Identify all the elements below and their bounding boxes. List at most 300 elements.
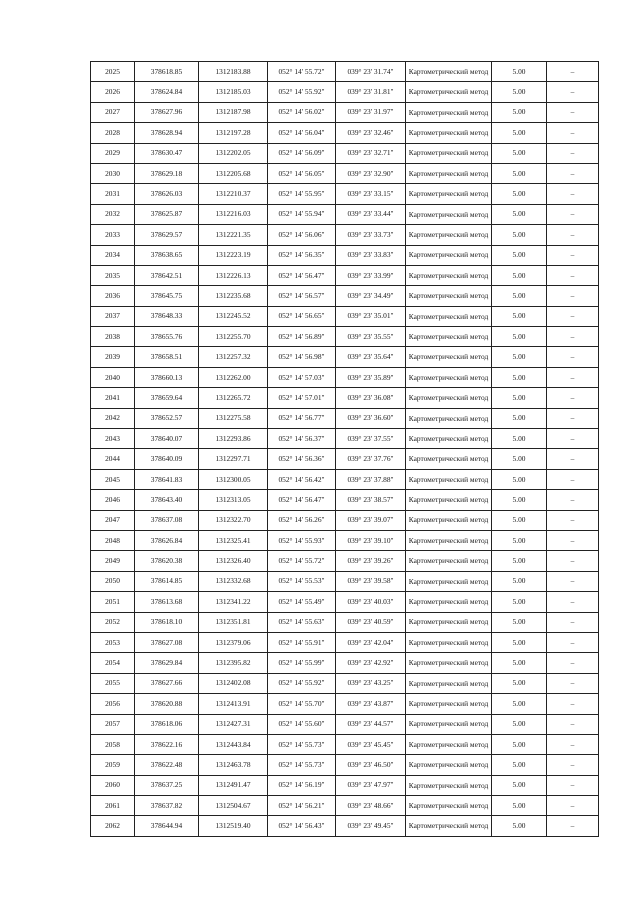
longitude-cell: 039° 23' 33.15" bbox=[336, 184, 406, 204]
method-cell: Картометрический метод bbox=[406, 714, 492, 734]
latitude-cell: 052° 14' 56.09" bbox=[268, 143, 336, 163]
point-number-cell: 2061 bbox=[91, 796, 135, 816]
table-row bbox=[91, 286, 599, 306]
note-cell: – bbox=[547, 571, 599, 591]
point-number-cell: 2027 bbox=[91, 102, 135, 122]
latitude-cell: 052° 14' 55.93" bbox=[268, 530, 336, 550]
accuracy-cell: 5.00 bbox=[492, 429, 547, 449]
longitude-cell: 039° 23' 39.07" bbox=[336, 510, 406, 530]
x-coordinate-cell: 378637.25 bbox=[135, 775, 199, 795]
point-number-cell: 2034 bbox=[91, 245, 135, 265]
x-coordinate-cell: 378627.08 bbox=[135, 632, 199, 652]
accuracy-cell: 5.00 bbox=[492, 245, 547, 265]
point-number-cell: 2026 bbox=[91, 82, 135, 102]
longitude-cell: 039° 23' 33.99" bbox=[336, 265, 406, 285]
table-row bbox=[91, 62, 599, 82]
point-number-cell: 2051 bbox=[91, 592, 135, 612]
longitude-cell: 039° 23' 48.66" bbox=[336, 796, 406, 816]
latitude-cell: 052° 14' 55.53" bbox=[268, 571, 336, 591]
note-cell: – bbox=[547, 143, 599, 163]
point-number-cell: 2057 bbox=[91, 714, 135, 734]
method-cell: Картометрический метод bbox=[406, 796, 492, 816]
x-coordinate-cell: 378625.87 bbox=[135, 204, 199, 224]
method-cell: Картометрический метод bbox=[406, 102, 492, 122]
point-number-cell: 2040 bbox=[91, 367, 135, 387]
y-coordinate-cell: 1312235.68 bbox=[199, 286, 268, 306]
method-cell: Картометрический метод bbox=[406, 551, 492, 571]
method-cell: Картометрический метод bbox=[406, 571, 492, 591]
y-coordinate-cell: 1312443.84 bbox=[199, 734, 268, 754]
accuracy-cell: 5.00 bbox=[492, 347, 547, 367]
note-cell: – bbox=[547, 82, 599, 102]
table-row bbox=[91, 163, 599, 183]
latitude-cell: 052° 14' 56.06" bbox=[268, 225, 336, 245]
accuracy-cell: 5.00 bbox=[492, 123, 547, 143]
x-coordinate-cell: 378620.38 bbox=[135, 551, 199, 571]
y-coordinate-cell: 1312257.32 bbox=[199, 347, 268, 367]
method-cell: Картометрический метод bbox=[406, 286, 492, 306]
y-coordinate-cell: 1312221.35 bbox=[199, 225, 268, 245]
note-cell: – bbox=[547, 775, 599, 795]
method-cell: Картометрический метод bbox=[406, 429, 492, 449]
method-cell: Картометрический метод bbox=[406, 347, 492, 367]
table-row bbox=[91, 571, 599, 591]
table-row bbox=[91, 490, 599, 510]
x-coordinate-cell: 378618.85 bbox=[135, 62, 199, 82]
x-coordinate-cell: 378655.76 bbox=[135, 327, 199, 347]
point-number-cell: 2025 bbox=[91, 62, 135, 82]
point-number-cell: 2055 bbox=[91, 673, 135, 693]
y-coordinate-cell: 1312187.98 bbox=[199, 102, 268, 122]
latitude-cell: 052° 14' 56.05" bbox=[268, 163, 336, 183]
x-coordinate-cell: 378659.64 bbox=[135, 388, 199, 408]
accuracy-cell: 5.00 bbox=[492, 102, 547, 122]
accuracy-cell: 5.00 bbox=[492, 225, 547, 245]
note-cell: – bbox=[547, 245, 599, 265]
note-cell: – bbox=[547, 714, 599, 734]
table-row bbox=[91, 123, 599, 143]
point-number-cell: 2047 bbox=[91, 510, 135, 530]
point-number-cell: 2046 bbox=[91, 490, 135, 510]
method-cell: Картометрический метод bbox=[406, 673, 492, 693]
longitude-cell: 039° 23' 42.92" bbox=[336, 653, 406, 673]
point-number-cell: 2060 bbox=[91, 775, 135, 795]
y-coordinate-cell: 1312210.37 bbox=[199, 184, 268, 204]
latitude-cell: 052° 14' 56.57" bbox=[268, 286, 336, 306]
point-number-cell: 2042 bbox=[91, 408, 135, 428]
note-cell: – bbox=[547, 286, 599, 306]
latitude-cell: 052° 14' 55.94" bbox=[268, 204, 336, 224]
longitude-cell: 039° 23' 31.97" bbox=[336, 102, 406, 122]
x-coordinate-cell: 378618.06 bbox=[135, 714, 199, 734]
x-coordinate-cell: 378638.65 bbox=[135, 245, 199, 265]
table-row bbox=[91, 306, 599, 326]
x-coordinate-cell: 378645.75 bbox=[135, 286, 199, 306]
table-row bbox=[91, 449, 599, 469]
accuracy-cell: 5.00 bbox=[492, 632, 547, 652]
method-cell: Картометрический метод bbox=[406, 62, 492, 82]
y-coordinate-cell: 1312293.86 bbox=[199, 429, 268, 449]
accuracy-cell: 5.00 bbox=[492, 653, 547, 673]
method-cell: Картометрический метод bbox=[406, 143, 492, 163]
note-cell: – bbox=[547, 347, 599, 367]
accuracy-cell: 5.00 bbox=[492, 571, 547, 591]
table-body bbox=[91, 62, 599, 837]
method-cell: Картометрический метод bbox=[406, 327, 492, 347]
longitude-cell: 039° 23' 46.50" bbox=[336, 755, 406, 775]
latitude-cell: 052° 14' 57.03" bbox=[268, 367, 336, 387]
y-coordinate-cell: 1312413.91 bbox=[199, 694, 268, 714]
y-coordinate-cell: 1312332.68 bbox=[199, 571, 268, 591]
y-coordinate-cell: 1312379.06 bbox=[199, 632, 268, 652]
x-coordinate-cell: 378629.18 bbox=[135, 163, 199, 183]
longitude-cell: 039° 23' 49.45" bbox=[336, 816, 406, 836]
longitude-cell: 039° 23' 32.90" bbox=[336, 163, 406, 183]
table-row bbox=[91, 673, 599, 693]
point-number-cell: 2035 bbox=[91, 265, 135, 285]
note-cell: – bbox=[547, 225, 599, 245]
latitude-cell: 052° 14' 56.35" bbox=[268, 245, 336, 265]
note-cell: – bbox=[547, 367, 599, 387]
y-coordinate-cell: 1312519.40 bbox=[199, 816, 268, 836]
method-cell: Картометрический метод bbox=[406, 408, 492, 428]
point-number-cell: 2043 bbox=[91, 429, 135, 449]
x-coordinate-cell: 378629.57 bbox=[135, 225, 199, 245]
y-coordinate-cell: 1312326.40 bbox=[199, 551, 268, 571]
longitude-cell: 039° 23' 31.81" bbox=[336, 82, 406, 102]
latitude-cell: 052° 14' 56.98" bbox=[268, 347, 336, 367]
accuracy-cell: 5.00 bbox=[492, 62, 547, 82]
note-cell: – bbox=[547, 306, 599, 326]
method-cell: Картометрический метод bbox=[406, 163, 492, 183]
y-coordinate-cell: 1312197.28 bbox=[199, 123, 268, 143]
accuracy-cell: 5.00 bbox=[492, 204, 547, 224]
method-cell: Картометрический метод bbox=[406, 510, 492, 530]
point-number-cell: 2038 bbox=[91, 327, 135, 347]
latitude-cell: 052° 14' 56.47" bbox=[268, 490, 336, 510]
longitude-cell: 039° 23' 35.89" bbox=[336, 367, 406, 387]
y-coordinate-cell: 1312313.05 bbox=[199, 490, 268, 510]
table-row bbox=[91, 551, 599, 571]
point-number-cell: 2050 bbox=[91, 571, 135, 591]
latitude-cell: 052° 14' 56.89" bbox=[268, 327, 336, 347]
x-coordinate-cell: 378627.96 bbox=[135, 102, 199, 122]
note-cell: – bbox=[547, 429, 599, 449]
note-cell: – bbox=[547, 265, 599, 285]
table-row bbox=[91, 796, 599, 816]
method-cell: Картометрический метод bbox=[406, 123, 492, 143]
table-row bbox=[91, 143, 599, 163]
accuracy-cell: 5.00 bbox=[492, 694, 547, 714]
point-number-cell: 2053 bbox=[91, 632, 135, 652]
point-number-cell: 2056 bbox=[91, 694, 135, 714]
table-row bbox=[91, 694, 599, 714]
longitude-cell: 039° 23' 45.45" bbox=[336, 734, 406, 754]
x-coordinate-cell: 378644.94 bbox=[135, 816, 199, 836]
accuracy-cell: 5.00 bbox=[492, 551, 547, 571]
note-cell: – bbox=[547, 673, 599, 693]
y-coordinate-cell: 1312491.47 bbox=[199, 775, 268, 795]
method-cell: Картометрический метод bbox=[406, 530, 492, 550]
longitude-cell: 039° 23' 33.44" bbox=[336, 204, 406, 224]
point-number-cell: 2062 bbox=[91, 816, 135, 836]
x-coordinate-cell: 378626.84 bbox=[135, 530, 199, 550]
x-coordinate-cell: 378622.48 bbox=[135, 755, 199, 775]
longitude-cell: 039° 23' 43.87" bbox=[336, 694, 406, 714]
point-number-cell: 2031 bbox=[91, 184, 135, 204]
y-coordinate-cell: 1312265.72 bbox=[199, 388, 268, 408]
longitude-cell: 039° 23' 37.55" bbox=[336, 429, 406, 449]
table-row bbox=[91, 755, 599, 775]
latitude-cell: 052° 14' 57.01" bbox=[268, 388, 336, 408]
x-coordinate-cell: 378637.82 bbox=[135, 796, 199, 816]
latitude-cell: 052° 14' 56.26" bbox=[268, 510, 336, 530]
y-coordinate-cell: 1312183.88 bbox=[199, 62, 268, 82]
longitude-cell: 039° 23' 35.64" bbox=[336, 347, 406, 367]
accuracy-cell: 5.00 bbox=[492, 408, 547, 428]
latitude-cell: 052° 14' 55.72" bbox=[268, 551, 336, 571]
point-number-cell: 2029 bbox=[91, 143, 135, 163]
x-coordinate-cell: 378628.94 bbox=[135, 123, 199, 143]
latitude-cell: 052° 14' 55.91" bbox=[268, 632, 336, 652]
table-row bbox=[91, 204, 599, 224]
x-coordinate-cell: 378658.51 bbox=[135, 347, 199, 367]
method-cell: Картометрический метод bbox=[406, 694, 492, 714]
x-coordinate-cell: 378620.88 bbox=[135, 694, 199, 714]
table-row bbox=[91, 102, 599, 122]
method-cell: Картометрический метод bbox=[406, 653, 492, 673]
longitude-cell: 039° 23' 39.26" bbox=[336, 551, 406, 571]
point-number-cell: 2032 bbox=[91, 204, 135, 224]
note-cell: – bbox=[547, 530, 599, 550]
accuracy-cell: 5.00 bbox=[492, 714, 547, 734]
y-coordinate-cell: 1312226.13 bbox=[199, 265, 268, 285]
y-coordinate-cell: 1312185.03 bbox=[199, 82, 268, 102]
table-row bbox=[91, 184, 599, 204]
longitude-cell: 039° 23' 40.59" bbox=[336, 612, 406, 632]
note-cell: – bbox=[547, 449, 599, 469]
latitude-cell: 052° 14' 56.36" bbox=[268, 449, 336, 469]
method-cell: Картометрический метод bbox=[406, 449, 492, 469]
method-cell: Картометрический метод bbox=[406, 204, 492, 224]
accuracy-cell: 5.00 bbox=[492, 367, 547, 387]
accuracy-cell: 5.00 bbox=[492, 673, 547, 693]
table-row bbox=[91, 510, 599, 530]
x-coordinate-cell: 378648.33 bbox=[135, 306, 199, 326]
latitude-cell: 052° 14' 55.73" bbox=[268, 734, 336, 754]
accuracy-cell: 5.00 bbox=[492, 286, 547, 306]
longitude-cell: 039° 23' 47.97" bbox=[336, 775, 406, 795]
note-cell: – bbox=[547, 734, 599, 754]
y-coordinate-cell: 1312216.03 bbox=[199, 204, 268, 224]
method-cell: Картометрический метод bbox=[406, 184, 492, 204]
accuracy-cell: 5.00 bbox=[492, 327, 547, 347]
latitude-cell: 052° 14' 56.19" bbox=[268, 775, 336, 795]
latitude-cell: 052° 14' 55.99" bbox=[268, 653, 336, 673]
x-coordinate-cell: 378643.40 bbox=[135, 490, 199, 510]
point-number-cell: 2028 bbox=[91, 123, 135, 143]
note-cell: – bbox=[547, 327, 599, 347]
note-cell: – bbox=[547, 469, 599, 489]
method-cell: Картометрический метод bbox=[406, 490, 492, 510]
x-coordinate-cell: 378640.07 bbox=[135, 429, 199, 449]
accuracy-cell: 5.00 bbox=[492, 82, 547, 102]
accuracy-cell: 5.00 bbox=[492, 612, 547, 632]
accuracy-cell: 5.00 bbox=[492, 734, 547, 754]
y-coordinate-cell: 1312351.81 bbox=[199, 612, 268, 632]
note-cell: – bbox=[547, 755, 599, 775]
y-coordinate-cell: 1312275.58 bbox=[199, 408, 268, 428]
longitude-cell: 039° 23' 42.04" bbox=[336, 632, 406, 652]
point-number-cell: 2044 bbox=[91, 449, 135, 469]
y-coordinate-cell: 1312427.31 bbox=[199, 714, 268, 734]
latitude-cell: 052° 14' 56.21" bbox=[268, 796, 336, 816]
longitude-cell: 039° 23' 34.49" bbox=[336, 286, 406, 306]
method-cell: Картометрический метод bbox=[406, 265, 492, 285]
table-row bbox=[91, 775, 599, 795]
note-cell: – bbox=[547, 62, 599, 82]
method-cell: Картометрический метод bbox=[406, 469, 492, 489]
note-cell: – bbox=[547, 612, 599, 632]
y-coordinate-cell: 1312255.70 bbox=[199, 327, 268, 347]
note-cell: – bbox=[547, 388, 599, 408]
method-cell: Картометрический метод bbox=[406, 82, 492, 102]
y-coordinate-cell: 1312325.41 bbox=[199, 530, 268, 550]
method-cell: Картометрический метод bbox=[406, 755, 492, 775]
note-cell: – bbox=[547, 592, 599, 612]
note-cell: – bbox=[547, 163, 599, 183]
latitude-cell: 052° 14' 56.42" bbox=[268, 469, 336, 489]
longitude-cell: 039° 23' 44.57" bbox=[336, 714, 406, 734]
table-row bbox=[91, 388, 599, 408]
longitude-cell: 039° 23' 39.10" bbox=[336, 530, 406, 550]
latitude-cell: 052° 14' 56.02" bbox=[268, 102, 336, 122]
accuracy-cell: 5.00 bbox=[492, 755, 547, 775]
coordinates-table bbox=[90, 61, 599, 837]
method-cell: Картометрический метод bbox=[406, 245, 492, 265]
latitude-cell: 052° 14' 56.43" bbox=[268, 816, 336, 836]
method-cell: Картометрический метод bbox=[406, 225, 492, 245]
note-cell: – bbox=[547, 694, 599, 714]
latitude-cell: 052° 14' 55.92" bbox=[268, 673, 336, 693]
note-cell: – bbox=[547, 796, 599, 816]
table-row bbox=[91, 612, 599, 632]
accuracy-cell: 5.00 bbox=[492, 163, 547, 183]
note-cell: – bbox=[547, 102, 599, 122]
latitude-cell: 052° 14' 55.70" bbox=[268, 694, 336, 714]
note-cell: – bbox=[547, 551, 599, 571]
table-row bbox=[91, 82, 599, 102]
x-coordinate-cell: 378614.85 bbox=[135, 571, 199, 591]
y-coordinate-cell: 1312402.08 bbox=[199, 673, 268, 693]
table-row bbox=[91, 327, 599, 347]
longitude-cell: 039° 23' 40.03" bbox=[336, 592, 406, 612]
table-row bbox=[91, 429, 599, 449]
y-coordinate-cell: 1312341.22 bbox=[199, 592, 268, 612]
longitude-cell: 039° 23' 38.57" bbox=[336, 490, 406, 510]
note-cell: – bbox=[547, 123, 599, 143]
x-coordinate-cell: 378640.09 bbox=[135, 449, 199, 469]
x-coordinate-cell: 378637.08 bbox=[135, 510, 199, 530]
x-coordinate-cell: 378660.13 bbox=[135, 367, 199, 387]
x-coordinate-cell: 378642.51 bbox=[135, 265, 199, 285]
y-coordinate-cell: 1312223.19 bbox=[199, 245, 268, 265]
latitude-cell: 052° 14' 55.92" bbox=[268, 82, 336, 102]
latitude-cell: 052° 14' 56.37" bbox=[268, 429, 336, 449]
table-row bbox=[91, 367, 599, 387]
point-number-cell: 2030 bbox=[91, 163, 135, 183]
latitude-cell: 052° 14' 55.49" bbox=[268, 592, 336, 612]
point-number-cell: 2039 bbox=[91, 347, 135, 367]
point-number-cell: 2036 bbox=[91, 286, 135, 306]
latitude-cell: 052° 14' 56.77" bbox=[268, 408, 336, 428]
x-coordinate-cell: 378613.68 bbox=[135, 592, 199, 612]
x-coordinate-cell: 378618.10 bbox=[135, 612, 199, 632]
accuracy-cell: 5.00 bbox=[492, 469, 547, 489]
table-row bbox=[91, 469, 599, 489]
latitude-cell: 052° 14' 55.63" bbox=[268, 612, 336, 632]
longitude-cell: 039° 23' 37.88" bbox=[336, 469, 406, 489]
point-number-cell: 2052 bbox=[91, 612, 135, 632]
y-coordinate-cell: 1312297.71 bbox=[199, 449, 268, 469]
point-number-cell: 2048 bbox=[91, 530, 135, 550]
y-coordinate-cell: 1312504.67 bbox=[199, 796, 268, 816]
note-cell: – bbox=[547, 184, 599, 204]
table-row bbox=[91, 592, 599, 612]
longitude-cell: 039° 23' 31.74" bbox=[336, 62, 406, 82]
accuracy-cell: 5.00 bbox=[492, 490, 547, 510]
method-cell: Картометрический метод bbox=[406, 816, 492, 836]
x-coordinate-cell: 378624.84 bbox=[135, 82, 199, 102]
longitude-cell: 039° 23' 32.46" bbox=[336, 123, 406, 143]
point-number-cell: 2033 bbox=[91, 225, 135, 245]
y-coordinate-cell: 1312395.82 bbox=[199, 653, 268, 673]
accuracy-cell: 5.00 bbox=[492, 265, 547, 285]
accuracy-cell: 5.00 bbox=[492, 796, 547, 816]
y-coordinate-cell: 1312322.70 bbox=[199, 510, 268, 530]
longitude-cell: 039° 23' 36.08" bbox=[336, 388, 406, 408]
point-number-cell: 2049 bbox=[91, 551, 135, 571]
table-row bbox=[91, 408, 599, 428]
accuracy-cell: 5.00 bbox=[492, 530, 547, 550]
y-coordinate-cell: 1312245.52 bbox=[199, 306, 268, 326]
latitude-cell: 052° 14' 56.47" bbox=[268, 265, 336, 285]
longitude-cell: 039° 23' 37.76" bbox=[336, 449, 406, 469]
accuracy-cell: 5.00 bbox=[492, 592, 547, 612]
table-row bbox=[91, 245, 599, 265]
latitude-cell: 052° 14' 55.72" bbox=[268, 62, 336, 82]
y-coordinate-cell: 1312205.68 bbox=[199, 163, 268, 183]
longitude-cell: 039° 23' 33.83" bbox=[336, 245, 406, 265]
note-cell: – bbox=[547, 490, 599, 510]
x-coordinate-cell: 378630.47 bbox=[135, 143, 199, 163]
note-cell: – bbox=[547, 816, 599, 836]
accuracy-cell: 5.00 bbox=[492, 184, 547, 204]
accuracy-cell: 5.00 bbox=[492, 816, 547, 836]
latitude-cell: 052° 14' 56.65" bbox=[268, 306, 336, 326]
accuracy-cell: 5.00 bbox=[492, 388, 547, 408]
x-coordinate-cell: 378622.16 bbox=[135, 734, 199, 754]
table-row bbox=[91, 816, 599, 836]
y-coordinate-cell: 1312300.05 bbox=[199, 469, 268, 489]
method-cell: Картометрический метод bbox=[406, 592, 492, 612]
latitude-cell: 052° 14' 55.95" bbox=[268, 184, 336, 204]
y-coordinate-cell: 1312262.00 bbox=[199, 367, 268, 387]
latitude-cell: 052° 14' 55.73" bbox=[268, 755, 336, 775]
longitude-cell: 039° 23' 35.01" bbox=[336, 306, 406, 326]
method-cell: Картометрический метод bbox=[406, 775, 492, 795]
x-coordinate-cell: 378627.66 bbox=[135, 673, 199, 693]
